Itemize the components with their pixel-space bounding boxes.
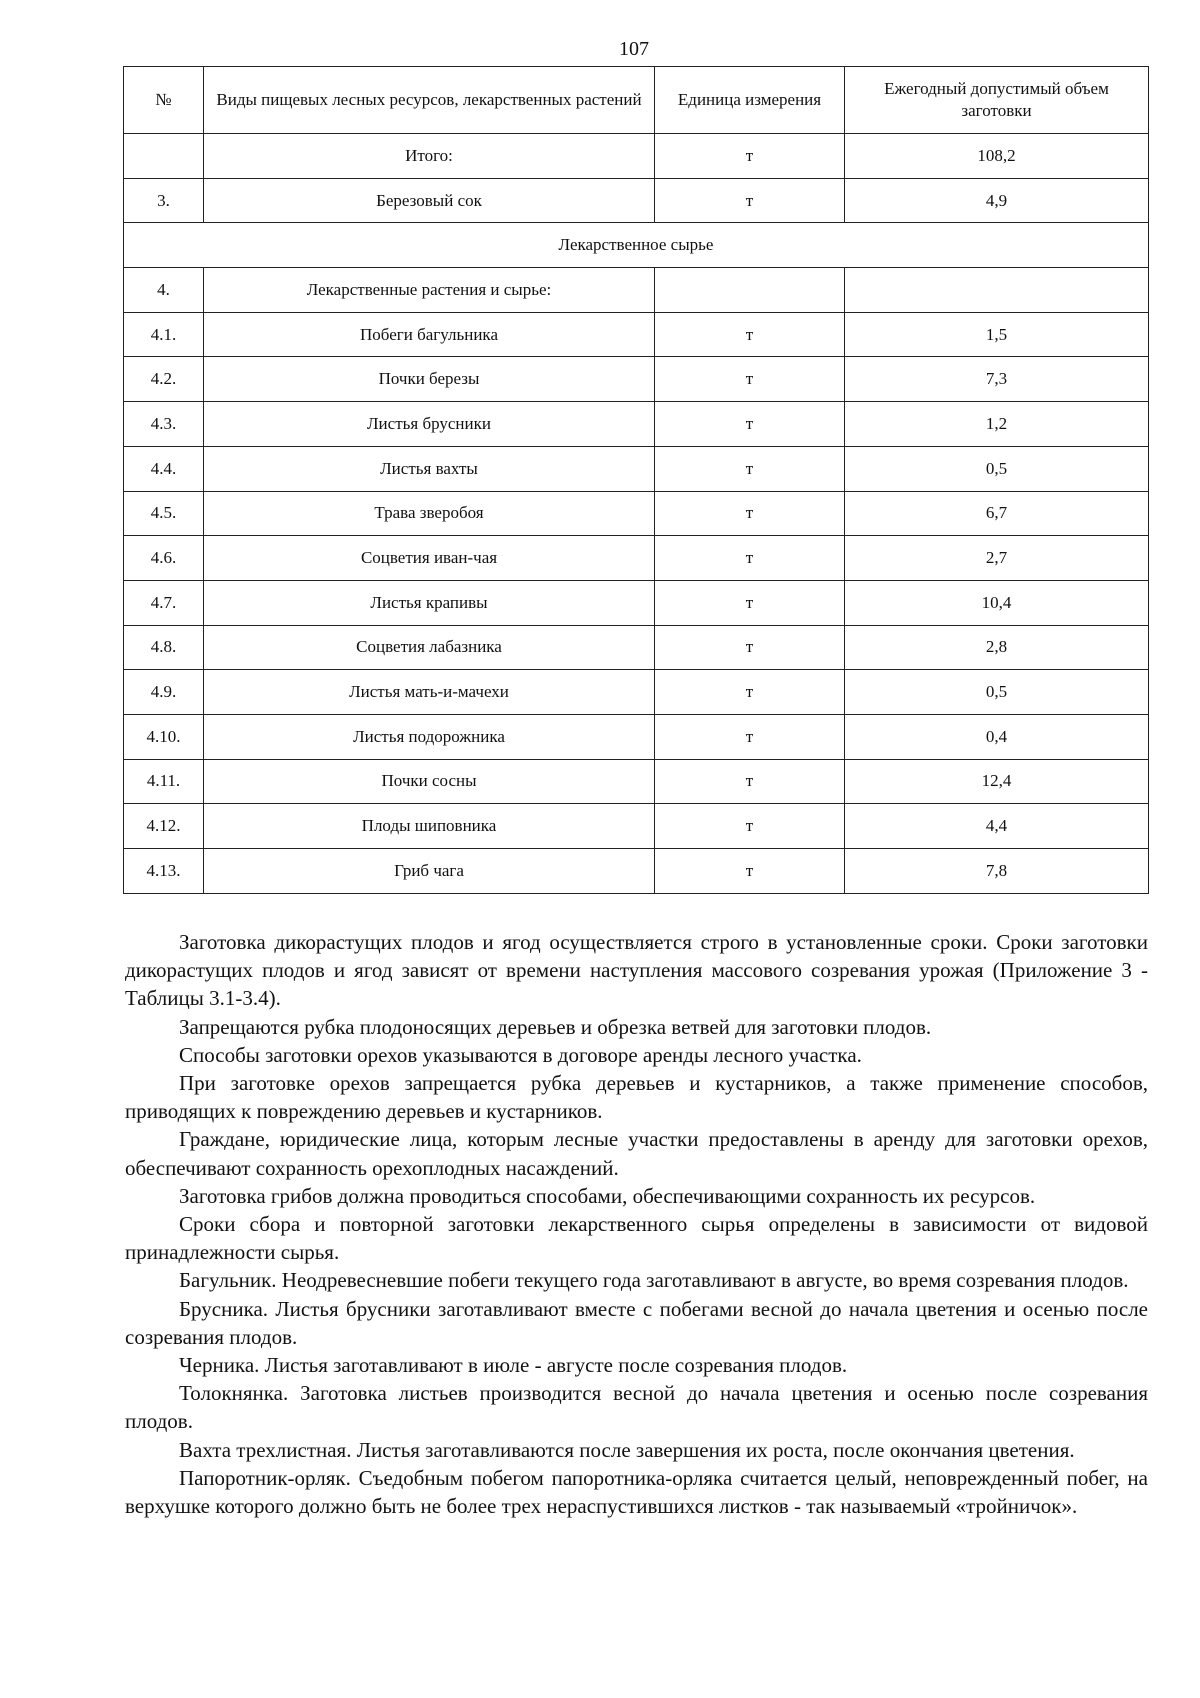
table-header-row — [124, 67, 1149, 134]
unit-cell: т — [655, 759, 845, 804]
volume-cell: 1,2 — [845, 402, 1149, 447]
header-unit: Единица измерения — [655, 67, 845, 134]
table-row — [124, 268, 1149, 313]
table-row — [124, 714, 1149, 759]
table-row — [124, 804, 1149, 849]
volume-cell — [845, 268, 1149, 313]
unit-cell: т — [655, 446, 845, 491]
table-row — [124, 134, 1149, 179]
resource-name-cell: Листья вахты — [204, 446, 655, 491]
resource-name-cell: Лекарственные растения и сырье: — [204, 268, 655, 313]
volume-cell: 0,5 — [845, 446, 1149, 491]
header-resource-type: Виды пищевых лесных ресурсов, лекарственных растений — [204, 67, 655, 134]
resource-name-cell: Листья подорожника — [204, 714, 655, 759]
row-number-cell: 4.3. — [124, 402, 204, 447]
volume-cell: 2,7 — [845, 536, 1149, 581]
unit-cell: т — [655, 402, 845, 447]
row-number-cell: 4.7. — [124, 580, 204, 625]
unit-cell — [655, 268, 845, 313]
paragraph: Заготовка дикорастущих плодов и ягод осуществляется строго в установленные сроки. Сроки заготовки дикорастущих плодов и ягод зависят от времени наступления массового созревания урожая (Приложение 3 - Таблицы 3.1-3.4). — [125, 930, 1148, 1011]
header-number: № — [124, 67, 204, 134]
unit-cell: т — [655, 357, 845, 402]
volume-cell: 1,5 — [845, 312, 1149, 357]
row-number-cell: 4.9. — [124, 670, 204, 715]
resource-name-cell: Почки березы — [204, 357, 655, 402]
table-row — [124, 312, 1149, 357]
row-number-cell: 3. — [124, 178, 204, 223]
resource-name-cell: Трава зверобоя — [204, 491, 655, 536]
table-row — [124, 178, 1149, 223]
volume-cell: 10,4 — [845, 580, 1149, 625]
resource-name-cell: Почки сосны — [204, 759, 655, 804]
paragraph: Брусника. Листья брусники заготавливают вместе с побегами весной до начала цветения и осенью после созревания плодов. — [125, 1296, 1148, 1349]
paragraph: Черника. Листья заготавливают в июле - августе после созревания плодов. — [179, 1353, 848, 1378]
paragraph: Граждане, юридические лица, которым лесные участки предоставлены в аренду для заготовки орехов, обеспечивают сохранность орехоплодных насаждений. — [125, 1127, 1148, 1180]
unit-cell: т — [655, 134, 845, 179]
table-row — [124, 357, 1149, 402]
paragraph: Багульник. Неодревесневшие побеги текущего года заготавливают в августе, во время созревания плодов. — [179, 1268, 1129, 1293]
paragraph: Сроки сбора и повторной заготовки лекарственного сырья определены в зависимости от видовой принадлежности сырья. — [125, 1212, 1148, 1265]
table-row — [124, 670, 1149, 715]
row-number-cell: 4.12. — [124, 804, 204, 849]
volume-cell: 2,8 — [845, 625, 1149, 670]
resource-name-cell: Плоды шиповника — [204, 804, 655, 849]
row-number-cell: 4.1. — [124, 312, 204, 357]
paragraph: Способы заготовки орехов указываются в договоре аренды лесного участка. — [179, 1042, 862, 1067]
row-number-cell: 4.10. — [124, 714, 204, 759]
volume-cell: 0,4 — [845, 714, 1149, 759]
table-row — [124, 446, 1149, 491]
table-row — [124, 625, 1149, 670]
volume-cell: 6,7 — [845, 491, 1149, 536]
resource-name-cell: Побеги багульника — [204, 312, 655, 357]
unit-cell: т — [655, 580, 845, 625]
resource-name-cell: Соцветия лабазника — [204, 625, 655, 670]
row-number-cell: 4.13. — [124, 849, 204, 894]
table-row — [124, 580, 1149, 625]
volume-cell: 0,5 — [845, 670, 1149, 715]
unit-cell: т — [655, 804, 845, 849]
row-number-cell: 4.2. — [124, 357, 204, 402]
unit-cell: т — [655, 670, 845, 715]
unit-cell: т — [655, 178, 845, 223]
unit-cell: т — [655, 714, 845, 759]
table-row — [124, 759, 1149, 804]
table-row — [124, 491, 1149, 536]
section-title: Лекарственное сырье — [124, 223, 1149, 268]
unit-cell: т — [655, 849, 845, 894]
table-row — [124, 402, 1149, 447]
row-number-cell: 4.4. — [124, 446, 204, 491]
resource-name-cell: Итого: — [204, 134, 655, 179]
table-section-row — [124, 223, 1149, 268]
volume-cell: 12,4 — [845, 759, 1149, 804]
table-row — [124, 536, 1149, 581]
volume-cell: 7,3 — [845, 357, 1149, 402]
row-number-cell: 4. — [124, 268, 204, 313]
unit-cell: т — [655, 536, 845, 581]
paragraph: Вахта трехлистная. Листья заготавливаются после завершения их роста, после окончания цветения. — [179, 1437, 1075, 1462]
volume-cell: 4,9 — [845, 178, 1149, 223]
resource-name-cell: Гриб чага — [204, 849, 655, 894]
paragraph: Папоротник-орляк. Съедобным побегом папоротника-орляка считается целый, неповрежденный побег, на верхушке которого должно быть не более трех нераспустившихся листков - так называемый «тройничок». — [125, 1465, 1148, 1519]
unit-cell: т — [655, 491, 845, 536]
row-number-cell: 4.11. — [124, 759, 204, 804]
body-text — [125, 928, 1148, 1520]
row-number-cell: 4.6. — [124, 536, 204, 581]
paragraph: При заготовке орехов запрещается рубка деревьев и кустарников, а также применение способов, приводящих к повреждению деревьев и кустарников. — [125, 1071, 1148, 1124]
row-number-cell: 4.5. — [124, 491, 204, 536]
paragraph: Заготовка грибов должна проводиться способами, обеспечивающими сохранность их ресурсов. — [179, 1183, 1036, 1208]
resource-name-cell: Соцветия иван-чая — [204, 536, 655, 581]
unit-cell: т — [655, 625, 845, 670]
resource-name-cell: Листья мать-и-мачехи — [204, 670, 655, 715]
resource-name-cell: Листья крапивы — [204, 580, 655, 625]
volume-cell: 4,4 — [845, 804, 1149, 849]
volume-cell: 108,2 — [845, 134, 1149, 179]
row-number-cell — [124, 134, 204, 179]
table-row — [124, 849, 1149, 894]
page-number: 107 — [619, 38, 649, 60]
paragraph: Запрещаются рубка плодоносящих деревьев и обрезка ветвей для заготовки плодов. — [179, 1014, 932, 1039]
paragraph: Толокнянка. Заготовка листьев производится весной до начала цветения и осенью после созревания плодов. — [125, 1381, 1148, 1434]
volume-cell: 7,8 — [845, 849, 1149, 894]
unit-cell: т — [655, 312, 845, 357]
resources-table — [123, 66, 1149, 894]
resource-name-cell: Листья брусники — [204, 402, 655, 447]
row-number-cell: 4.8. — [124, 625, 204, 670]
header-annual-volume: Ежегодный допустимый объем заготовки — [845, 67, 1149, 134]
table-body — [124, 134, 1149, 894]
resource-name-cell: Березовый сок — [204, 178, 655, 223]
